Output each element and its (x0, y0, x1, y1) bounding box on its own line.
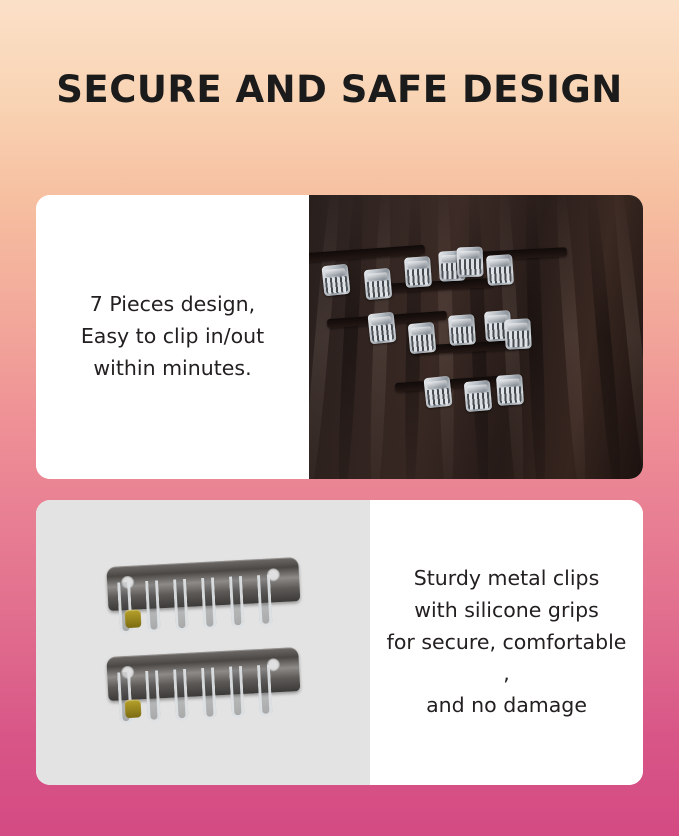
hair-strand (309, 195, 343, 479)
caption-line: Sturdy metal clips (413, 566, 600, 591)
clip-tooth (229, 666, 245, 719)
hair-clip-icon (368, 312, 397, 345)
clip-tooth (145, 580, 161, 633)
hair-clip-icon (496, 374, 524, 406)
hair-strand (553, 195, 589, 479)
clip-teeth (117, 664, 291, 725)
clip-tooth (201, 577, 217, 630)
hair-clip-icon (486, 254, 514, 286)
hair-clip-icon (456, 247, 483, 278)
caption-line: within minutes. (93, 355, 252, 380)
metal-snap-clip (106, 557, 301, 637)
card-sturdy-clips-caption (384, 563, 629, 722)
hair-clip-icon (322, 264, 351, 297)
card-pieces-design (36, 195, 643, 479)
clip-tooth (145, 670, 161, 723)
hair-clip-icon (504, 318, 532, 349)
card-sturdy-clips (36, 500, 643, 785)
hair-clip-icon (408, 322, 437, 354)
clip-tooth (173, 669, 189, 722)
metal-snap-clips-photo (36, 500, 370, 785)
clip-tooth (229, 576, 245, 629)
weft-band (383, 278, 493, 293)
caption-line: for secure, comfortable , (386, 629, 627, 686)
page-title: SECURE AND SAFE DESIGN (56, 68, 623, 111)
silicone-grip (125, 609, 142, 628)
card-sturdy-clips-text-panel (370, 500, 643, 785)
hair-clip-icon (424, 376, 453, 409)
metal-snap-clip (106, 647, 301, 727)
hair-extension-wefts-photo (309, 195, 643, 479)
card-pieces-design-text-panel (36, 195, 309, 479)
clip-tooth (201, 667, 217, 720)
hair-strand (610, 195, 643, 479)
hair-clip-icon (464, 380, 493, 412)
caption-line: with silicone grips (414, 597, 599, 622)
clip-tooth (173, 579, 189, 632)
silicone-grip (125, 699, 142, 718)
caption-line: Easy to clip in/out (80, 324, 265, 349)
caption-line: 7 Pieces design, (89, 292, 256, 317)
hair-clip-icon (404, 256, 432, 288)
caption-line: and no damage (426, 693, 587, 718)
clip-tooth (257, 665, 273, 718)
hair-clip-icon (364, 268, 393, 300)
hair-clip-icon (448, 314, 476, 346)
card-pieces-design-caption (81, 289, 264, 384)
clip-tooth (257, 575, 273, 628)
hair-strand (336, 195, 367, 479)
clip-teeth (117, 574, 291, 635)
hair-strand (583, 195, 625, 479)
